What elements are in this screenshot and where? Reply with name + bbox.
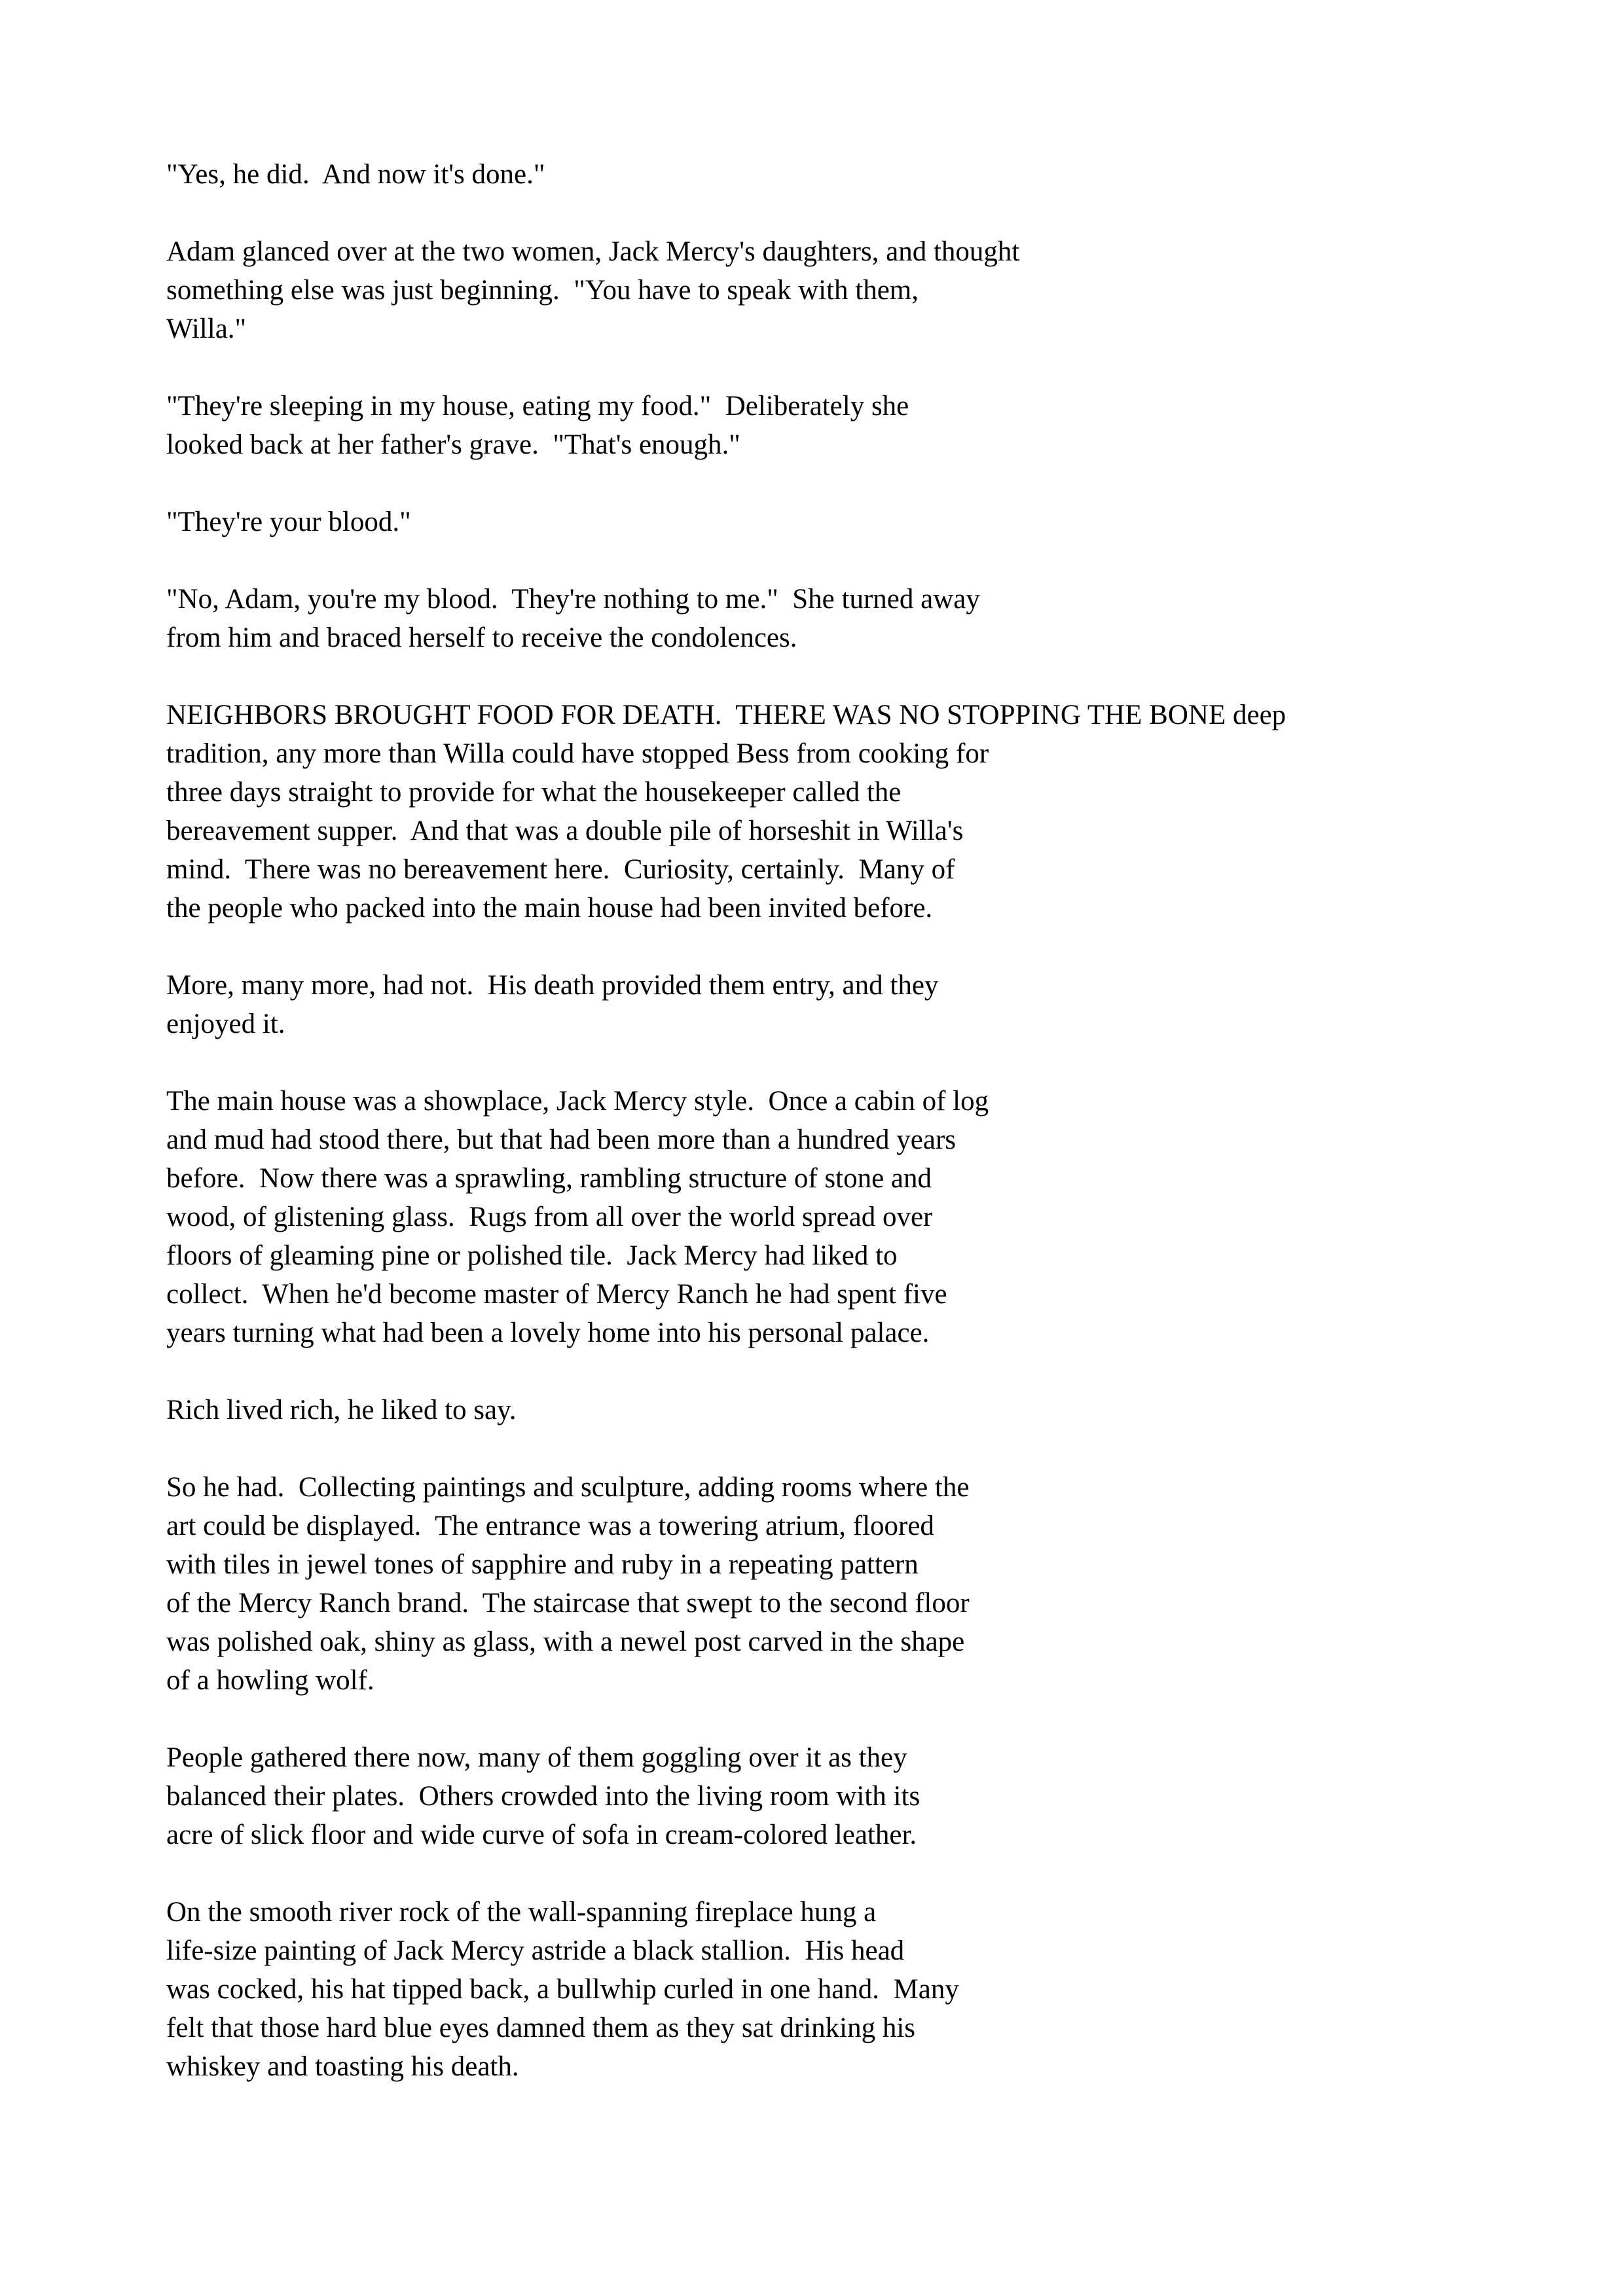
text-line: with tiles in jewel tones of sapphire and ruby in a repeating pattern — [166, 1549, 919, 1580]
text-line: "They're sleeping in my house, eating my food." Deliberately she — [166, 391, 909, 422]
paragraph — [166, 1893, 1607, 2086]
text-line: looked back at her father's grave. "That's enough." — [166, 429, 740, 460]
paragraph — [166, 1391, 1607, 1429]
text-line: something else was just beginning. "You have to speak with them, — [166, 275, 919, 306]
text-line: bereavement supper. And that was a double pile of horseshit in Willa's — [166, 816, 964, 846]
text-line: mind. There was no bereavement here. Curiosity, certainly. Many of — [166, 854, 955, 885]
text-line: whiskey and toasting his death. — [166, 2051, 519, 2082]
text-line: was polished oak, shiny as glass, with a newel post carved in the shape — [166, 1626, 965, 1657]
text-line: Adam glanced over at the two women, Jack Mercy's daughters, and thought — [166, 236, 1020, 267]
text-line: Willa." — [166, 314, 247, 344]
text-line: "They're your blood." — [166, 507, 411, 537]
text-line: People gathered there now, many of them goggling over it as they — [166, 1742, 907, 1773]
paragraph — [166, 387, 1607, 464]
text-line: years turning what had been a lovely home into his personal palace. — [166, 1318, 930, 1348]
body-text — [166, 155, 1607, 2125]
paragraph — [166, 1738, 1607, 1854]
text-line: three days straight to provide for what the housekeeper called the — [166, 777, 902, 808]
text-line: collect. When he'd become master of Mercy Ranch he had spent five — [166, 1279, 947, 1310]
text-line: "No, Adam, you're my blood. They're nothing to me." She turned away — [166, 584, 980, 615]
text-line: life-size painting of Jack Mercy astride a black stallion. His head — [166, 1935, 905, 1966]
text-line: "Yes, he did. And now it's done." — [166, 159, 545, 190]
paragraph — [166, 696, 1607, 927]
text-line: of the Mercy Ranch brand. The staircase that swept to the second floor — [166, 1588, 970, 1619]
text-line: art could be displayed. The entrance was a towering atrium, floored — [166, 1511, 934, 1541]
text-line: More, many more, had not. His death provided them entry, and they — [166, 970, 939, 1001]
text-line: balanced their plates. Others crowded into the living room with its — [166, 1781, 921, 1812]
text-line: So he had. Collecting paintings and sculpture, adding rooms where the — [166, 1472, 970, 1503]
paragraph — [166, 1468, 1607, 1700]
text-line: was cocked, his hat tipped back, a bullwhip curled in one hand. Many — [166, 1974, 959, 2005]
text-line: NEIGHBORS BROUGHT FOOD FOR DEATH. THERE WAS NO STOPPING THE BONE deep — [166, 700, 1286, 730]
text-line: before. Now there was a sprawling, rambling structure of stone and — [166, 1163, 932, 1194]
paragraph — [166, 503, 1607, 541]
paragraph — [166, 580, 1607, 657]
text-line: tradition, any more than Willa could have stopped Bess from cooking for — [166, 738, 989, 769]
paragraph — [166, 232, 1607, 348]
text-line: acre of slick floor and wide curve of sofa in cream-colored leather. — [166, 1820, 917, 1850]
paragraph — [166, 1082, 1607, 1352]
paragraph — [166, 966, 1607, 1043]
text-line: enjoyed it. — [166, 1009, 285, 1039]
text-line: the people who packed into the main house had been invited before. — [166, 893, 933, 924]
text-line: felt that those hard blue eyes damned them as they sat drinking his — [166, 2013, 915, 2043]
text-line: floors of gleaming pine or polished tile. Jack Mercy had liked to — [166, 1240, 898, 1271]
text-line: from him and braced herself to receive the condolences. — [166, 622, 797, 653]
text-line: of a howling wolf. — [166, 1665, 374, 1696]
paragraph — [166, 155, 1607, 194]
text-line: On the smooth river rock of the wall-spanning fireplace hung a — [166, 1897, 877, 1928]
text-line: Rich lived rich, he liked to say. — [166, 1395, 517, 1426]
text-line: wood, of glistening glass. Rugs from all over the world spread over — [166, 1202, 933, 1232]
text-line: and mud had stood there, but that had been more than a hundred years — [166, 1124, 957, 1155]
text-line: The main house was a showplace, Jack Mercy style. Once a cabin of log — [166, 1086, 989, 1117]
